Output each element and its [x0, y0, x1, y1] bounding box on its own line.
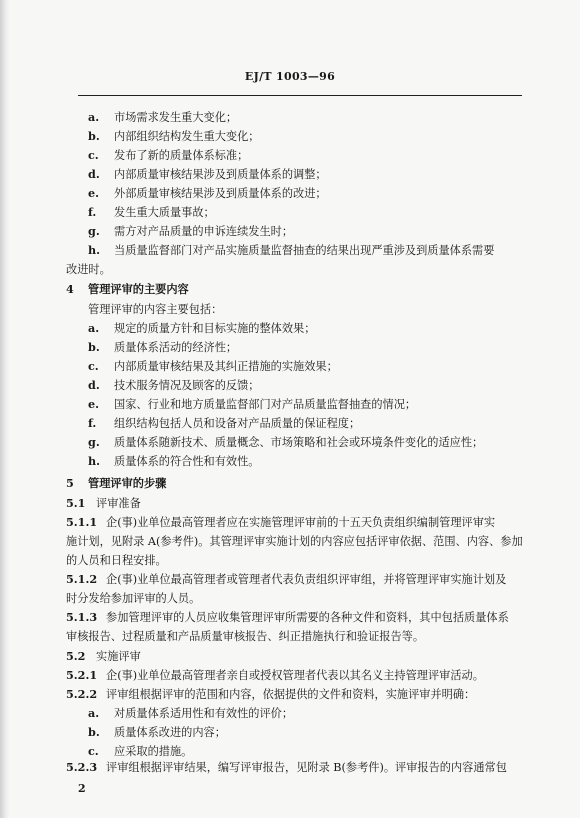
list-item: e. 外部质量审核结果涉及到质量体系的改进；	[88, 186, 327, 200]
section-4-heading: 4 管理评审的主要内容	[66, 282, 189, 296]
list-item: c. 内部质量审核结果及其纠正措施的实施效果；	[88, 359, 338, 373]
list-item: g. 需方对产品质量的申诉连续发生时；	[88, 224, 294, 238]
list-item: a. 对质量体系适用性和有效性的评价；	[88, 706, 294, 720]
paragraph-line: 5.1.1 企(事)业单位最高管理者应在实施管理评审前的十五天负责组织编制管理评审实	[66, 515, 496, 529]
list-item: c. 应采取的措施。	[88, 744, 193, 758]
paragraph-line: 5.1.2 企(事)业单位最高管理者或管理者代表负责组织评审组，并将管理评审实施计划及	[66, 572, 507, 586]
subsection-5-2-heading: 5.2 实施评审	[66, 649, 141, 663]
paragraph-line: 5.2.2 评审组根据评审的范围和内容，依据提供的文件和资料，实施评审并明确：	[66, 687, 476, 701]
paragraph-line: 的人员和日程安排。	[66, 554, 167, 567]
page-number: 2	[78, 782, 86, 795]
standard-code-header: EJ/T 1003—96	[244, 70, 336, 83]
list-item: d. 内部质量审核结果涉及到质量体系的调整；	[88, 167, 327, 181]
list-item: d. 技术服务情况及顾客的反馈；	[88, 378, 260, 392]
header-rule	[78, 95, 522, 96]
list-item: e. 国家、行业和地方质量监督部门对产品质量监督抽查的情况；	[88, 397, 417, 411]
list-item: c. 发布了新的质量体系标准；	[88, 148, 249, 162]
paragraph-line: 5.1.3 参加管理评审的人员应收集管理评审所需要的各种文件和资料，其中包括质量体系	[66, 610, 509, 624]
page-edge-shadow	[0, 0, 10, 818]
list-item: b. 内部组织结构发生重大变化；	[88, 129, 260, 143]
paragraph-line: 审核报告、过程质量和产品质量审核报告、纠正措施执行和验证报告等。	[66, 630, 425, 643]
subsection-5-1-heading: 5.1 评审准备	[66, 496, 141, 510]
list-item-continuation: 改进时。	[66, 263, 111, 276]
paragraph-line: 施计划，见附录 A(参考件)。其管理评审实施计划的内容应包括评审依据、范围、内容、参加	[66, 535, 523, 548]
list-item: f. 发生重大质量事故；	[88, 205, 215, 219]
list-item: b. 质量体系改进的内容；	[88, 725, 226, 739]
list-item: h. 当质量监督部门对产品实施质量监督抽查的结果出现严重涉及到质量体系需要	[88, 243, 495, 257]
section-5-heading: 5 管理评审的步骤	[66, 476, 167, 490]
paragraph-line: 时分发给参加评审的人员。	[66, 592, 201, 605]
paragraph-line: 5.2.3 评审组根据评审结果，编写评审报告，见附录 B(参考件)。评审报告的内容通常包	[66, 760, 507, 774]
list-item: f. 组织结构包括人员和设备对产品质量的保证程度；	[88, 416, 361, 430]
list-item: b. 质量体系活动的经济性；	[88, 340, 238, 354]
paragraph-line: 5.2.1 企(事)业单位最高管理者亲自或授权管理者代表以其名义主持管理评审活动。	[66, 668, 484, 682]
section-4-intro: 管理评审的内容主要包括：	[88, 303, 223, 316]
list-item: a. 规定的质量方针和目标实施的整体效果；	[88, 321, 316, 335]
list-item: h. 质量体系的符合性和有效性。	[88, 454, 260, 468]
list-item: a. 市场需求发生重大变化；	[88, 110, 238, 124]
list-item: g. 质量体系随新技术、质量概念、市场策略和社会或环境条件变化的适应性；	[88, 435, 484, 449]
